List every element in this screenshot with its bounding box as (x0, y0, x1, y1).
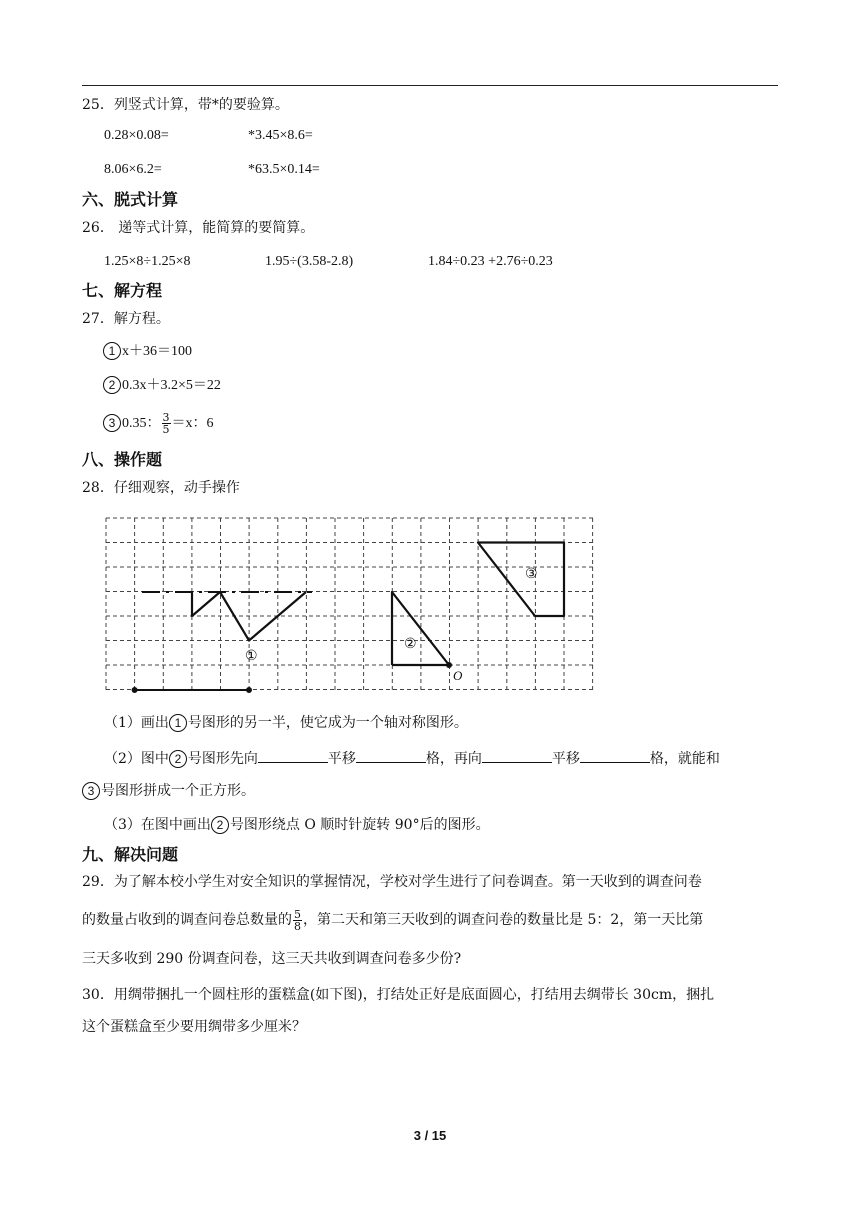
q26-stem: 26． 递等式计算，能简算的要简算。 (82, 220, 315, 236)
circled-number-2: 2 (169, 750, 187, 768)
q28-part-2 (104, 748, 720, 768)
text: 号图形绕点 O 顺时针旋转 90°后的图形。 (229, 817, 490, 833)
answer-blank[interactable] (258, 748, 328, 763)
text: 格，就能和 (649, 751, 720, 767)
text: 号图形的另一半，使它成为一个轴对称图形。 (187, 715, 468, 731)
q29-line-1: 29．为了解本校小学生对安全知识的掌握情况，学校对学生进行了问卷调查。第一天收到的调查问卷 (82, 874, 702, 890)
circled-number-1: 1 (169, 714, 187, 732)
header-rule (82, 85, 778, 86)
text: 号图形拼成一个正方形。 (101, 783, 255, 799)
section-title-7: 七、解方程 (82, 281, 163, 300)
q25-item-1: 0.28×0.08= (104, 128, 169, 143)
q29-line-2 (82, 905, 703, 935)
page-number: 3 / 15 (413, 1128, 447, 1143)
q25-item-3: 8.06×6.2= (104, 162, 162, 177)
point-o (446, 662, 452, 668)
fraction-numerator: 5 (294, 907, 301, 921)
fraction (162, 412, 171, 435)
q28-stem: 28．仔细观察，动手操作 (82, 480, 240, 496)
q27-equation-3 (103, 408, 214, 439)
fraction-numerator: 3 (162, 410, 170, 424)
dashed-grid (106, 518, 593, 690)
q29-line-3: 三天多收到 290 份调查问卷，这三天共收到调查问卷多少份? (82, 951, 462, 967)
text: （3）在图中画出 (104, 817, 211, 833)
q26-item-3: 1.84÷0.23 +2.76÷0.23 (428, 254, 553, 269)
circled-number-2: 2 (103, 376, 121, 394)
figure-label-2: ② (404, 635, 417, 651)
equation-text: 0.35： (122, 416, 161, 431)
answer-blank[interactable] (356, 748, 426, 763)
text: ，第二天和第三天收到的调查问卷的数量比是 5：2，第一天比第 (303, 912, 704, 928)
point-o-label: O (453, 668, 463, 683)
circled-number-3: 3 (82, 782, 100, 800)
text: 格，再向 (425, 751, 482, 767)
answer-blank[interactable] (580, 748, 650, 763)
fraction-denominator: 8 (294, 919, 301, 933)
text: 平移 (551, 751, 580, 767)
q30-line-1: 30．用绸带捆扎一个圆柱形的蛋糕盒(如下图)，打结处正好是底面圆心，打结用去绸带长 30cm，捆扎 (82, 987, 715, 1003)
q28-part-1 (104, 714, 468, 732)
fraction-denominator: 5 (162, 422, 170, 436)
q25-item-4: *63.5×0.14= (248, 162, 320, 177)
fraction (293, 909, 302, 932)
q27-stem: 27．解方程。 (82, 311, 170, 327)
figure-label-3: ③ (525, 565, 538, 581)
circled-number-3: 3 (103, 414, 121, 432)
q25-stem: 25．列竖式计算，带*的要验算。 (82, 97, 289, 113)
equation-text: ＝x：6 (171, 416, 214, 431)
section-title-8: 八、操作题 (82, 450, 163, 469)
text: （1）画出 (104, 715, 169, 731)
q28-part-2-line2 (82, 782, 255, 800)
section-title-6: 六、脱式计算 (82, 190, 179, 209)
equation-text: x＋36＝100 (122, 344, 192, 359)
q26-item-2: 1.95÷(3.58-2.8) (265, 254, 354, 269)
section-title-9: 九、解决问题 (82, 845, 179, 864)
q25-item-2: *3.45×8.6= (248, 128, 313, 143)
q26-item-1: 1.25×8÷1.25×8 (104, 254, 191, 269)
text: 平移 (327, 751, 356, 767)
figure-label-1: ① (245, 647, 258, 663)
q30-line-2: 这个蛋糕盒至少要用绸带多少厘米？ (82, 1019, 306, 1035)
figure-3 (478, 543, 564, 617)
q27-equation-1 (103, 342, 192, 361)
text: 的数量占收到的调查问卷总数量的 (82, 912, 292, 928)
answer-blank[interactable] (482, 748, 552, 763)
circled-number-2: 2 (211, 816, 229, 834)
circled-number-1: 1 (103, 342, 121, 360)
q28-part-3 (104, 816, 490, 834)
grid-figure (100, 512, 600, 697)
q27-equation-2 (103, 376, 221, 395)
equation-text: 0.3x＋3.2×5＝22 (122, 378, 221, 393)
text: （2）图中 (104, 751, 169, 767)
text: 号图形先向 (187, 751, 258, 767)
